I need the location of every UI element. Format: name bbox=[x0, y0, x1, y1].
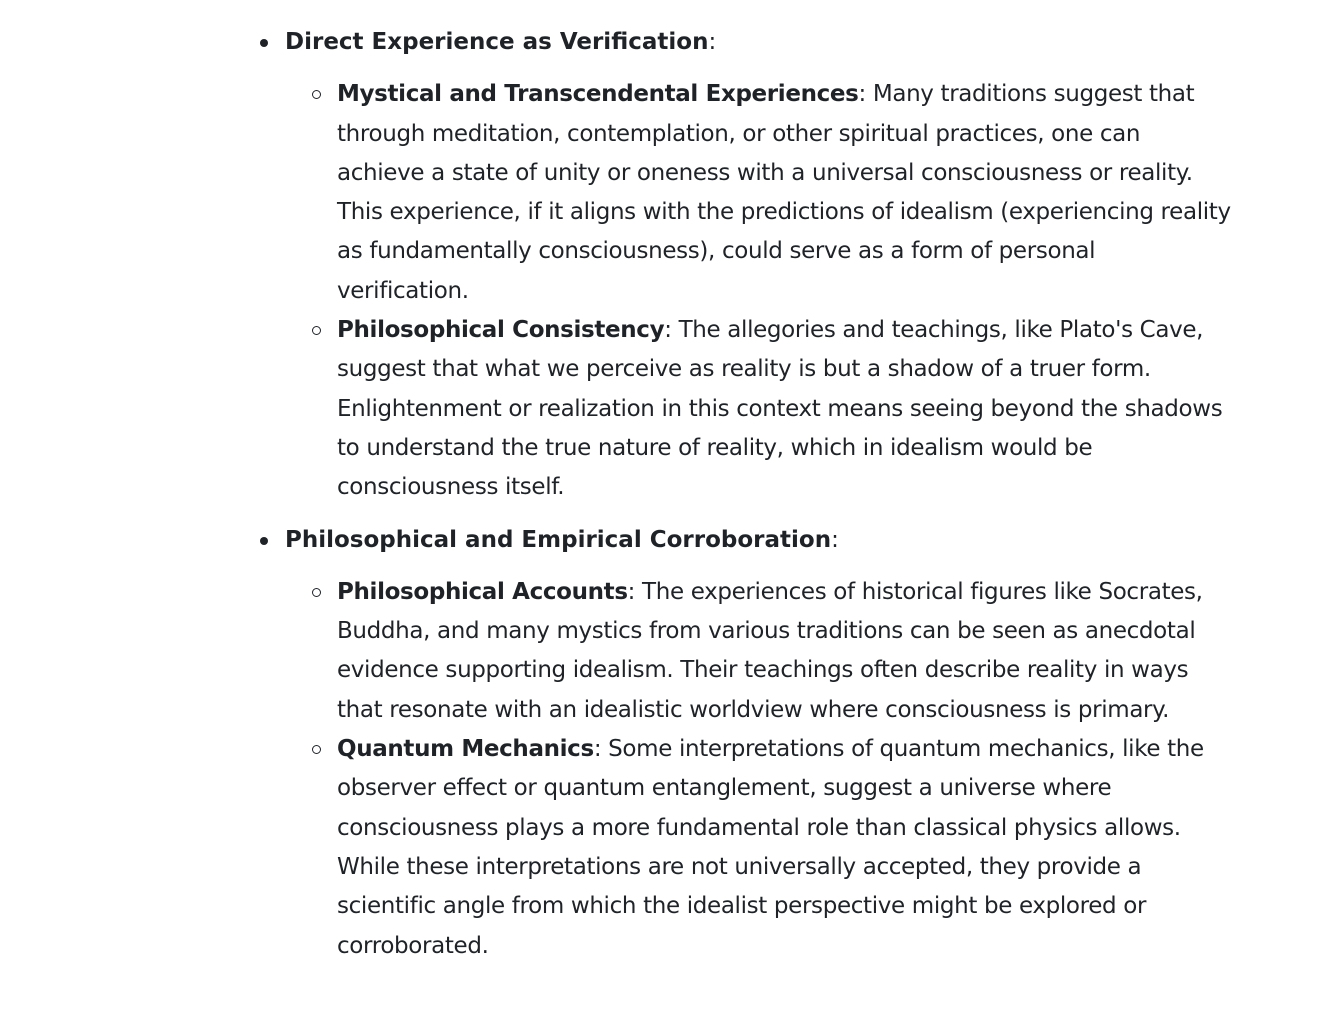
section-heading-line bbox=[0, 23, 1335, 62]
item-text: : The allegories and teachings, like Plato's Cave, suggest that what we perceive as reality is but a shadow of a truer form. Enlightenment or realization in this context means seeing beyond the shadows to understand the true nature of reality, which in idealism would be consciousness itself. bbox=[337, 317, 1223, 501]
list-item bbox=[0, 521, 1335, 966]
bullet-circle-icon bbox=[312, 745, 321, 754]
item-term: Mystical and Transcendental Experiences bbox=[337, 81, 859, 108]
heading-colon: : bbox=[708, 29, 717, 55]
section-heading: Philosophical and Empirical Corroboration bbox=[285, 526, 832, 553]
bullet-list bbox=[0, 23, 1335, 966]
list-item bbox=[0, 23, 1335, 508]
response-content bbox=[0, 23, 1335, 979]
section-heading-line bbox=[0, 521, 1335, 560]
item-text: : Some interpretations of quantum mechanics, like the observer effect or quantum entanglement, suggest a universe where consciousness plays a more fundamental role than classical physics allows. While these interpretations are not universally accepted, they provide a scientific angle from which the idealist perspective might be explored or corroborated. bbox=[337, 736, 1204, 959]
bullet-dot-icon bbox=[260, 39, 268, 47]
sub-list-item bbox=[0, 730, 1232, 966]
item-term: Philosophical Accounts bbox=[337, 578, 628, 605]
section-heading: Direct Experience as Verification bbox=[285, 29, 709, 55]
bullet-circle-icon bbox=[312, 326, 321, 335]
sub-list bbox=[0, 573, 1335, 966]
sub-list bbox=[0, 75, 1335, 507]
item-text: : Many traditions suggest that through meditation, contemplation, or other spiritual practices, one can achieve a state of unity or oneness with a universal consciousness or reality. This experience, if it aligns with the predictions of idealism (experiencing reality as fundamentally consciousness), could serve as a form of personal verification. bbox=[337, 81, 1231, 304]
item-term: Philosophical Consistency bbox=[337, 317, 665, 344]
heading-colon: : bbox=[831, 526, 839, 553]
item-term: Quantum Mechanics bbox=[337, 736, 594, 763]
bullet-dot-icon bbox=[260, 537, 268, 545]
bullet-circle-icon bbox=[312, 90, 321, 99]
bullet-circle-icon bbox=[312, 588, 321, 597]
sub-list-item bbox=[0, 75, 1232, 311]
item-text: : The experiences of historical figures like Socrates, Buddha, and many mystics from various traditions can be seen as anecdotal evidence supporting idealism. Their teachings often describe reality in ways that resonate with an idealistic worldview where consciousness is primary. bbox=[337, 578, 1203, 723]
sub-list-item bbox=[0, 311, 1232, 507]
sub-list-item bbox=[0, 573, 1232, 730]
